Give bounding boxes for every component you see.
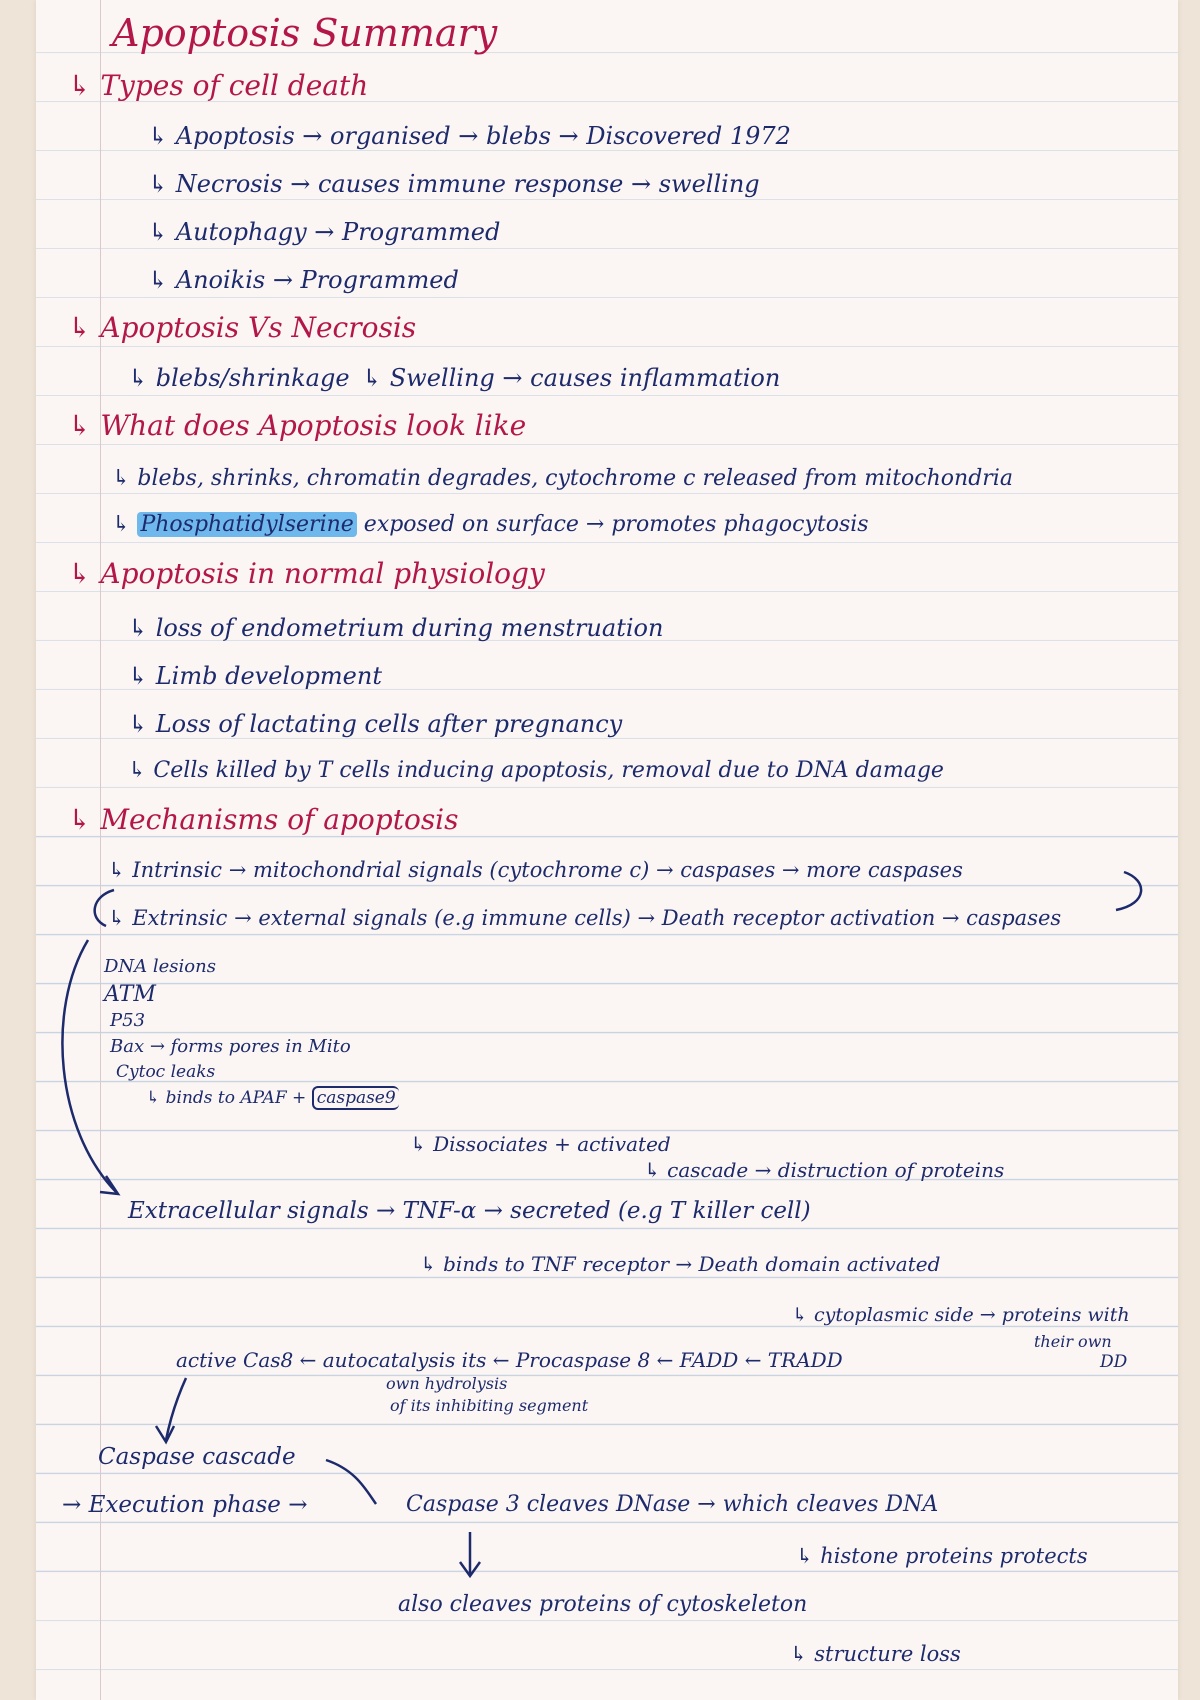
- cytoplasmic-line: ↳ cytoplasmic side → proteins with: [792, 1304, 1130, 1326]
- cas8-down-arrow: [166, 1378, 186, 1440]
- inhibiting-segment: of its inhibiting segment: [390, 1396, 589, 1415]
- caspase3-line: Caspase 3 cleaves DNase → which cleaves DNA: [406, 1492, 939, 1517]
- cascade-line: ↳ cascade → distruction of proteins: [644, 1158, 1005, 1182]
- physiology-line2: ↳ Limb development: [128, 662, 382, 690]
- execution-phase: → Execution phase →: [62, 1492, 308, 1518]
- physiology-line4: ↳ Cells killed by T cells inducing apoptosis, removal due to DNA damage: [128, 758, 944, 783]
- intrinsic-line: ↳ Intrinsic → mitochondrial signals (cytochrome c) → caspases → more caspases: [108, 858, 963, 882]
- vs-swelling: ↳ Swelling → causes inflammation: [362, 364, 781, 392]
- physiology-line1: ↳ loss of endometrium during menstruation: [128, 614, 664, 642]
- mechanisms-heading: ↳ Mechanisms of apoptosis: [68, 803, 459, 836]
- extracellular-line: Extracellular signals → TNF-α → secreted (e.g T killer cell): [128, 1198, 811, 1224]
- types-necrosis: ↳ Necrosis → causes immune response → swelling: [148, 170, 760, 198]
- binds-apaf-text: ↳ binds to APAF +: [146, 1088, 307, 1108]
- dna-lesions: DNA lesions: [104, 956, 216, 977]
- histone-line: ↳ histone proteins protects: [796, 1544, 1088, 1568]
- look-like-heading: ↳ What does Apoptosis look like: [68, 409, 527, 442]
- hand-drawn-arrows: [36, 0, 1178, 1700]
- long-curve-arrow: [62, 940, 116, 1192]
- types-apoptosis: ↳ Apoptosis → organised → blebs → Discovered 1972: [148, 122, 791, 150]
- bax-line: Bax → forms pores in Mito: [110, 1036, 351, 1057]
- cytoskeleton-line: also cleaves proteins of cytoskeleton: [398, 1592, 808, 1617]
- arrow-glyph: ↳: [112, 512, 131, 537]
- caspase9-boxed: caspase9: [312, 1086, 399, 1110]
- their-own: their own: [1034, 1332, 1112, 1351]
- cascade-curve-arrow: [326, 1460, 376, 1504]
- highlighted-term: Phosphatidylserine: [137, 512, 356, 537]
- cas8-down-arrowhead: [156, 1426, 174, 1442]
- physiology-heading: ↳ Apoptosis in normal physiology: [68, 557, 545, 590]
- page-title: Apoptosis Summary: [112, 11, 498, 55]
- extrinsic-line: ↳ Extrinsic → external signals (e.g immune cells) → Death receptor activation → caspases: [108, 906, 1062, 930]
- caspase-cascade: Caspase cascade: [98, 1444, 296, 1470]
- dd-label: DD: [1100, 1352, 1128, 1372]
- types-autophagy: ↳ Autophagy → Programmed: [148, 218, 501, 246]
- binds-tnf-line: ↳ binds to TNF receptor → Death domain activated: [420, 1252, 941, 1276]
- cytoc-line: Cytoc leaks: [116, 1062, 216, 1082]
- structure-loss-line: ↳ structure loss: [790, 1642, 961, 1666]
- physiology-line3: ↳ Loss of lactating cells after pregnancy: [128, 710, 623, 738]
- types-heading: ↳ Types of cell death: [68, 69, 369, 102]
- atm: ATM: [104, 982, 156, 1007]
- look-like-line1: ↳ blebs, shrinks, chromatin degrades, cytochrome c released from mitochondria: [112, 466, 1013, 491]
- active-cas8-line: active Cas8 ← autocatalysis its ← Procaspase 8 ← FADD ← TRADD: [176, 1348, 843, 1372]
- p53: P53: [110, 1010, 146, 1031]
- vs-heading: ↳ Apoptosis Vs Necrosis: [68, 311, 417, 344]
- own-hydrolysis: own hydrolysis: [386, 1374, 508, 1393]
- dissociates-line: ↳ Dissociates + activated: [410, 1132, 671, 1156]
- loop-arrow: [1116, 872, 1141, 910]
- vs-blebs: ↳ blebs/shrinkage: [128, 364, 350, 392]
- look-like-line2-rest: exposed on surface → promotes phagocytosis: [363, 512, 869, 537]
- left-bracket-arrow: [95, 890, 114, 926]
- types-anoikis: ↳ Anoikis → Programmed: [148, 266, 459, 294]
- notebook-page: [36, 0, 1178, 1700]
